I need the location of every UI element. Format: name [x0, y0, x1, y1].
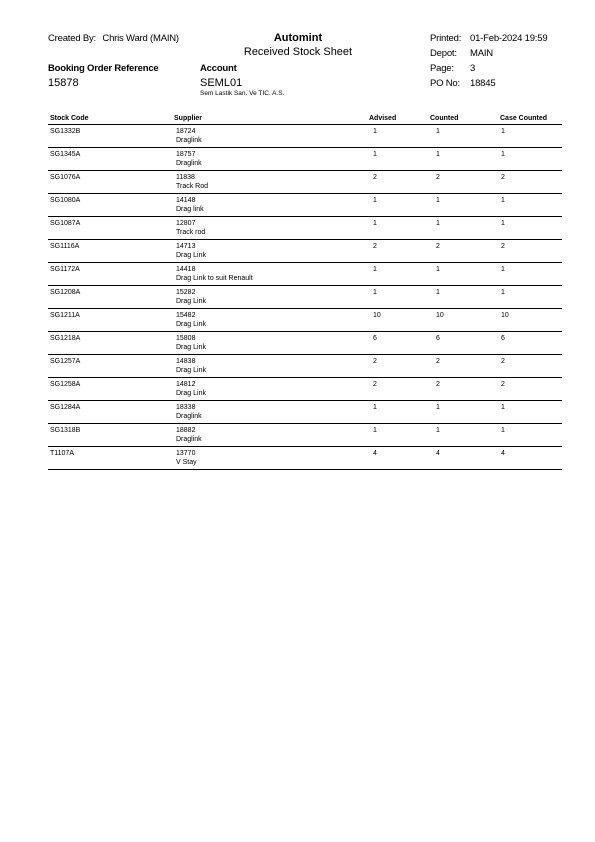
- supplier-cell: 18338: [176, 404, 196, 411]
- case-counted-cell: 2: [501, 358, 505, 365]
- stock-code-cell: SG1116A: [50, 243, 80, 250]
- counted-cell: 1: [436, 151, 440, 158]
- counted-cell: 1: [436, 128, 440, 135]
- depot-label: Depot:: [430, 48, 457, 59]
- advised-cell: 2: [373, 381, 377, 388]
- table-row: [48, 355, 562, 378]
- depot-value: MAIN: [470, 48, 493, 59]
- part-description: Draglink: [176, 412, 202, 420]
- counted-cell: 1: [436, 220, 440, 227]
- stock-code-cell: SG1211A: [50, 312, 80, 319]
- table-row: [48, 171, 562, 194]
- part-description: Draglink: [176, 159, 202, 167]
- table-row: [48, 148, 562, 171]
- supplier-cell: 14838: [176, 358, 196, 365]
- col-supplier: Supplier: [174, 115, 203, 122]
- part-description: Draglink: [176, 136, 202, 144]
- col-advised: Advised: [369, 115, 397, 122]
- stock-code-cell: SG1208A: [50, 289, 81, 296]
- supplier-cell: 12807: [176, 220, 196, 227]
- case-counted-cell: 2: [501, 243, 505, 250]
- counted-cell: 2: [436, 174, 440, 181]
- case-counted-cell: 4: [501, 450, 505, 457]
- advised-cell: 1: [373, 266, 377, 273]
- advised-cell: 2: [373, 243, 377, 250]
- advised-cell: 10: [373, 312, 381, 319]
- counted-cell: 2: [436, 358, 440, 365]
- supplier-cell: 15808: [176, 335, 196, 342]
- table-row: [48, 217, 562, 240]
- col-case-counted: Case Counted: [500, 115, 548, 122]
- table-row: [48, 447, 562, 470]
- part-description: Drag Link: [176, 320, 206, 328]
- supplier-cell: 14418: [176, 266, 196, 273]
- supplier-cell: 11838: [176, 174, 195, 181]
- advised-cell: 1: [373, 289, 377, 296]
- counted-cell: 1: [436, 404, 440, 411]
- printed-label: Printed:: [430, 33, 462, 44]
- supplier-cell: 13770: [176, 450, 196, 457]
- part-description: V Stay: [176, 458, 197, 466]
- table-row: [48, 125, 562, 148]
- part-description: Drag Link: [176, 297, 206, 305]
- advised-cell: 4: [373, 450, 377, 457]
- table-row: [48, 309, 562, 332]
- case-counted-cell: 1: [501, 128, 505, 135]
- case-counted-cell: 1: [501, 289, 505, 296]
- case-counted-cell: 2: [501, 381, 505, 388]
- stock-code-cell: SG1080A: [50, 197, 81, 204]
- advised-cell: 2: [373, 358, 377, 365]
- created-by-value: Chris Ward (MAIN): [102, 33, 179, 44]
- part-description: Track rod: [176, 228, 206, 236]
- table-row: [48, 424, 562, 447]
- stock-table: [48, 125, 562, 470]
- supplier-cell: 18724: [176, 128, 196, 135]
- advised-cell: 1: [373, 427, 377, 434]
- advised-cell: 1: [373, 128, 377, 135]
- table-row: [48, 332, 562, 355]
- printed-value: 01-Feb-2024 19:59: [470, 33, 548, 44]
- case-counted-cell: 1: [501, 404, 505, 411]
- stock-code-cell: SG1258A: [50, 381, 81, 388]
- account-name: Sem Lastik San. Ve TIC. A.S.: [200, 90, 285, 97]
- advised-cell: 1: [373, 151, 377, 158]
- stock-code-cell: SG1172A: [50, 266, 80, 273]
- case-counted-cell: 1: [501, 266, 505, 273]
- part-description: Drag Link: [176, 389, 206, 397]
- table-row: [48, 194, 562, 217]
- case-counted-cell: 1: [501, 220, 505, 227]
- page-value: 3: [470, 63, 476, 74]
- table-row: [48, 378, 562, 401]
- stock-code-cell: SG1345A: [50, 151, 81, 158]
- part-description: Draglink: [176, 435, 202, 443]
- table-row: [48, 240, 562, 263]
- part-description: Drag link: [176, 205, 204, 213]
- stock-code-cell: SG1284A: [50, 404, 81, 411]
- created-by-label: Created By:: [48, 33, 96, 44]
- account-value: SEML01: [200, 77, 243, 89]
- po-label: PO No:: [430, 78, 460, 89]
- case-counted-cell: 2: [501, 174, 505, 181]
- supplier-cell: 15482: [176, 312, 196, 319]
- table-row: [48, 401, 562, 424]
- advised-cell: 2: [373, 174, 377, 181]
- table-row: [48, 263, 562, 286]
- case-counted-cell: 1: [501, 151, 505, 158]
- advised-cell: 6: [373, 335, 377, 342]
- booking-ref-value: 15878: [48, 77, 79, 89]
- counted-cell: 4: [436, 450, 440, 457]
- col-counted: Counted: [430, 115, 459, 122]
- advised-cell: 1: [373, 404, 377, 411]
- table-row: [48, 286, 562, 309]
- booking-ref-label: Booking Order Reference: [48, 63, 159, 74]
- counted-cell: 10: [436, 312, 444, 319]
- case-counted-cell: 1: [501, 197, 505, 204]
- stock-code-cell: SG1257A: [50, 358, 81, 365]
- supplier-cell: 14812: [176, 381, 196, 388]
- stock-code-cell: T1107A: [50, 450, 74, 457]
- advised-cell: 1: [373, 220, 377, 227]
- supplier-cell: 14148: [176, 197, 196, 204]
- page-label: Page:: [430, 63, 454, 74]
- counted-cell: 1: [436, 427, 440, 434]
- counted-cell: 1: [436, 266, 440, 273]
- sheet-title: Received Stock Sheet: [243, 46, 353, 58]
- supplier-cell: 18757: [176, 151, 196, 158]
- supplier-cell: 15282: [176, 289, 196, 296]
- counted-cell: 1: [436, 289, 440, 296]
- advised-cell: 1: [373, 197, 377, 204]
- supplier-cell: 14713: [176, 243, 196, 250]
- po-value: 18845: [470, 78, 496, 89]
- counted-cell: 6: [436, 335, 440, 342]
- stock-code-cell: SG1076A: [50, 174, 81, 181]
- stock-code-cell: SG1087A: [50, 220, 81, 227]
- case-counted-cell: 6: [501, 335, 505, 342]
- part-description: Drag Link: [176, 343, 206, 351]
- case-counted-cell: 1: [501, 427, 505, 434]
- part-description: Drag Link: [176, 251, 206, 259]
- supplier-cell: 18882: [176, 427, 196, 434]
- col-stock-code: Stock Code: [50, 115, 89, 122]
- part-description: Track Rod: [176, 182, 209, 190]
- stock-code-cell: SG1332B: [50, 128, 81, 135]
- counted-cell: 2: [436, 243, 440, 250]
- account-label: Account: [200, 63, 237, 74]
- created-by: [48, 33, 179, 44]
- stock-code-cell: SG1218A: [50, 335, 81, 342]
- company-name: Automint: [273, 32, 323, 44]
- case-counted-cell: 10: [501, 312, 509, 319]
- counted-cell: 1: [436, 197, 440, 204]
- part-description: Drag Link: [176, 366, 206, 374]
- stock-code-cell: SG1318B: [50, 427, 81, 434]
- part-description: Drag Link to suit Renault: [176, 274, 253, 282]
- counted-cell: 2: [436, 381, 440, 388]
